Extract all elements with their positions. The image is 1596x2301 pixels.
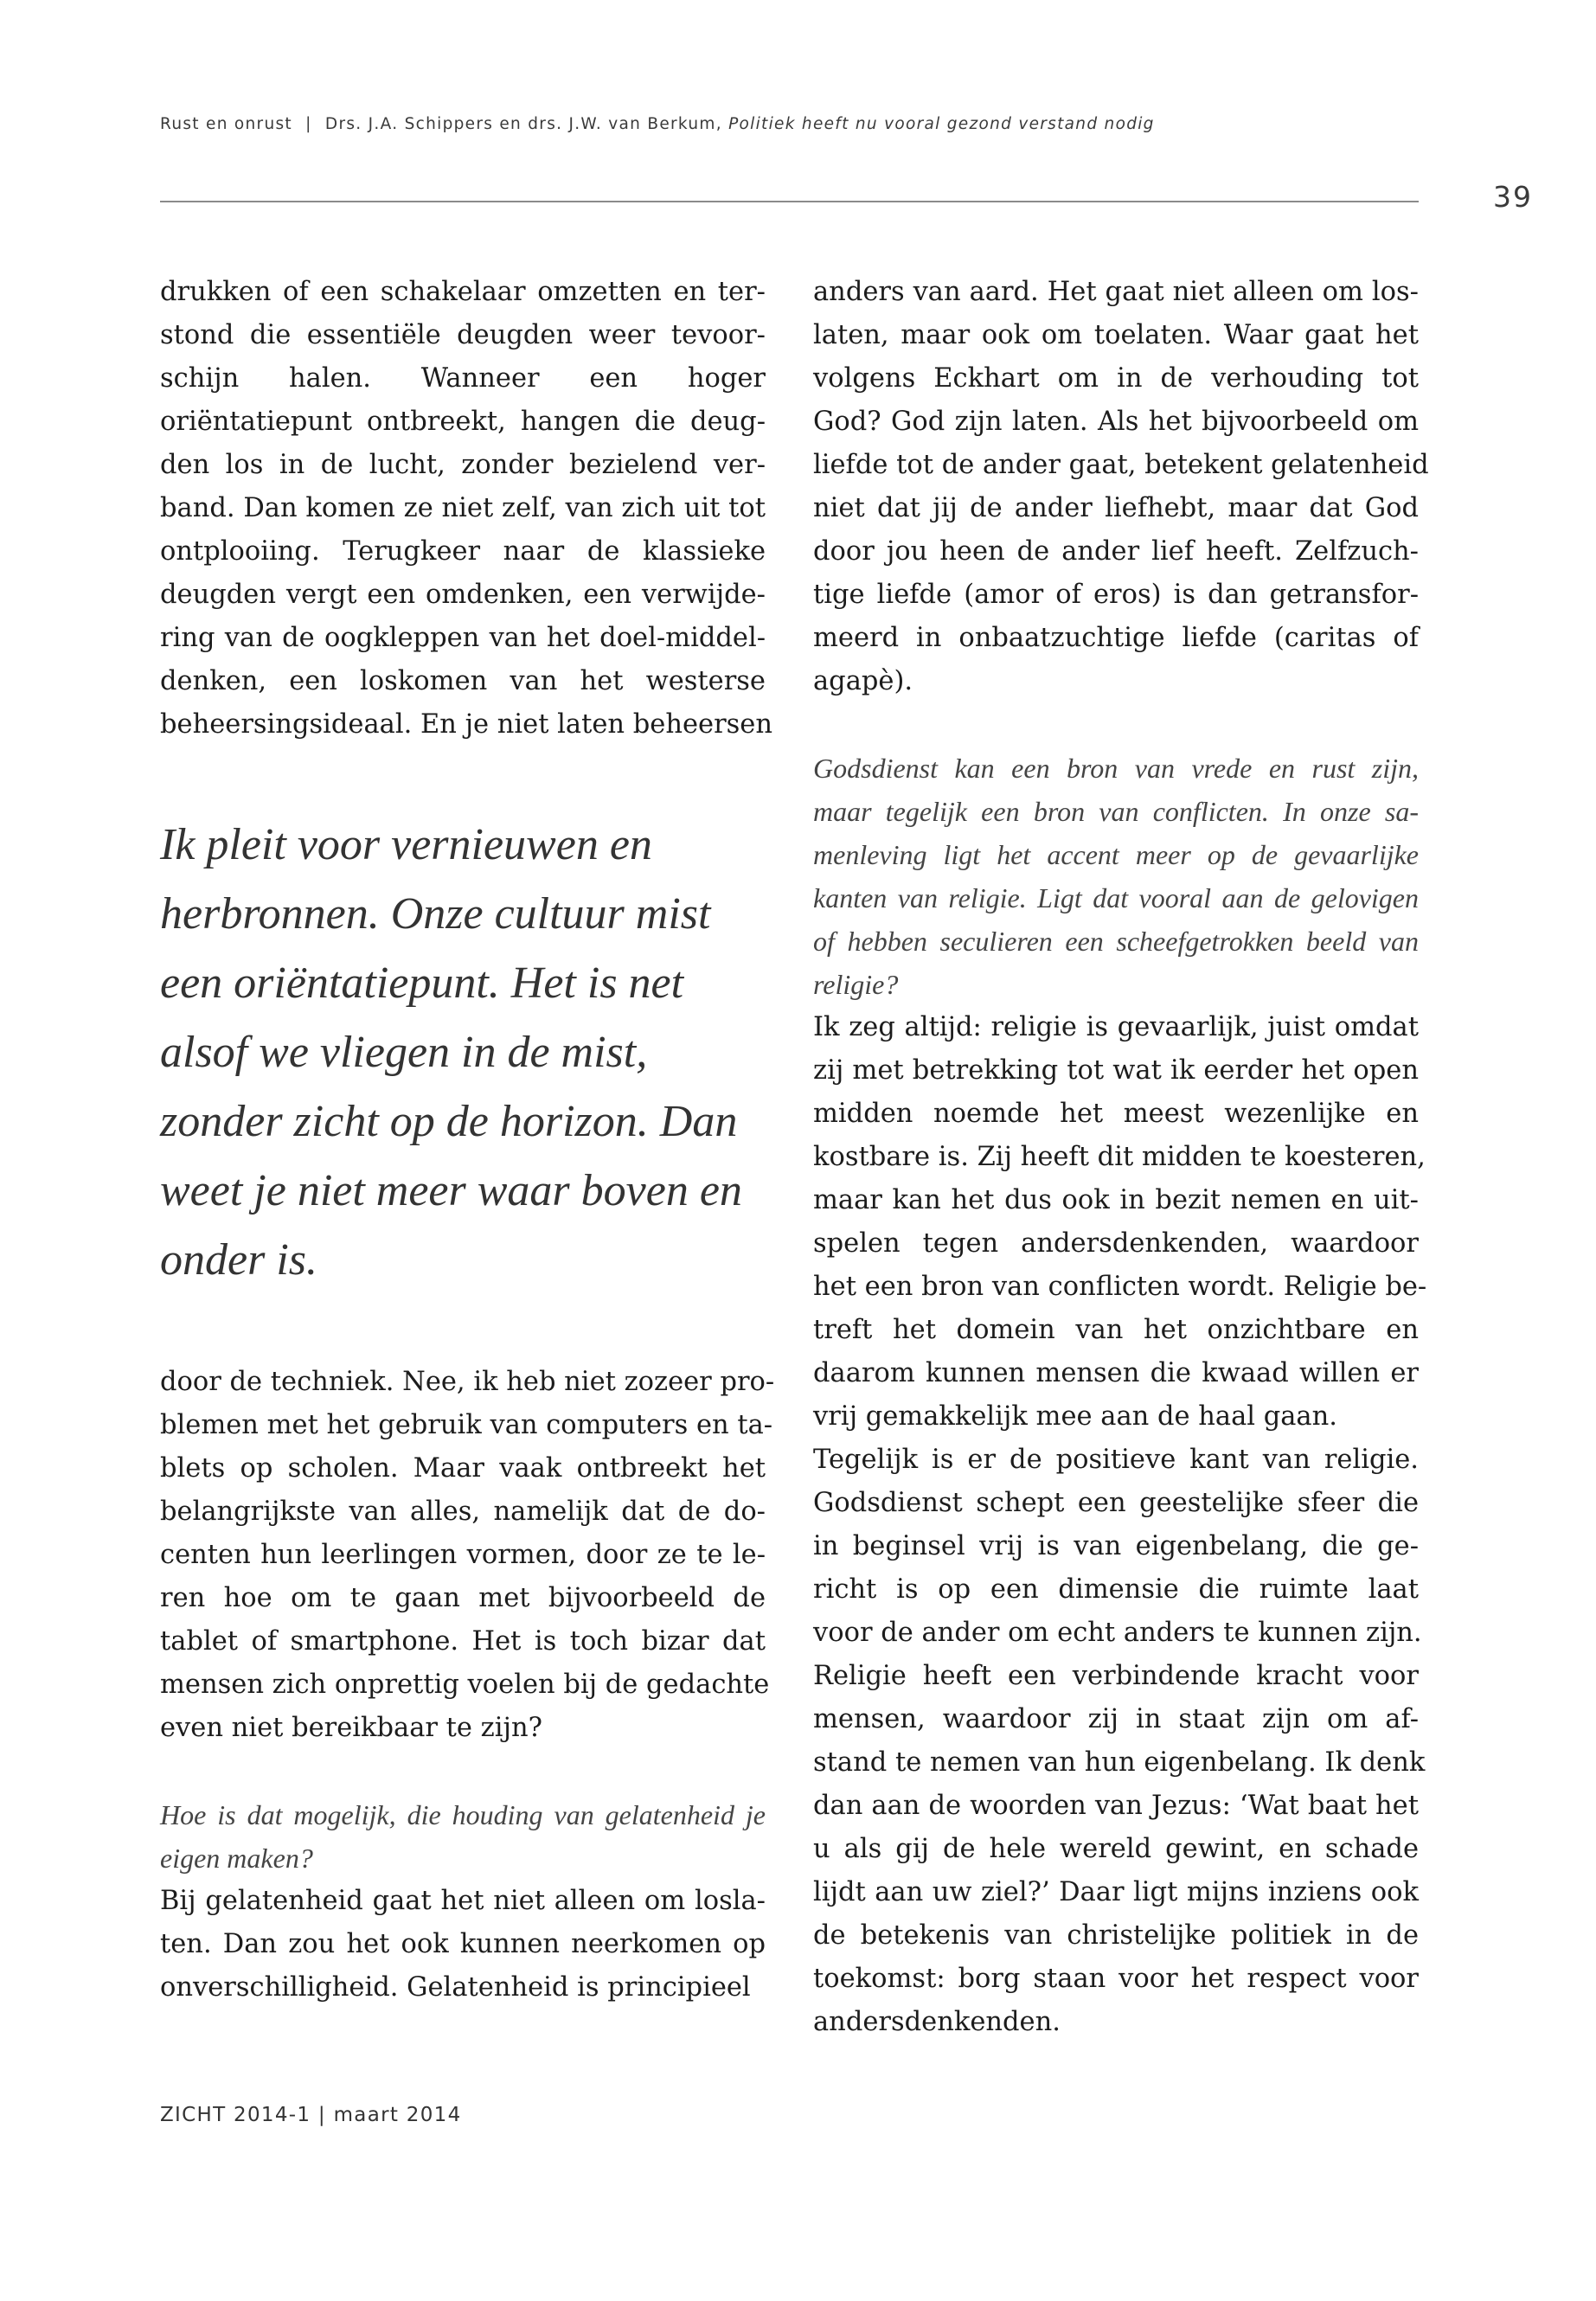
text-line: spelen tegen andersdenkenden, waardoor — [813, 1228, 1419, 1259]
text-line: agapè). — [813, 666, 913, 696]
text-line: meerd in onbaatzuchtige liefde (caritas of — [813, 623, 1419, 653]
interview-question-2 — [813, 747, 1419, 1006]
text-line: dan aan de woorden van Jezus: ‘Wat baat het — [813, 1791, 1419, 1821]
text-line: kanten van religie. Ligt dat vooral aan de gelovigen — [813, 882, 1419, 913]
text-line: tablet of smartphone. Het is toch bizar dat — [160, 1626, 766, 1657]
text-line: ten. Dan zou het ook kunnen neerkomen op — [160, 1929, 766, 1959]
text-line: midden noemde het meest wezenlijke en — [813, 1099, 1419, 1129]
text-line: even niet bereikbaar te zijn? — [160, 1713, 542, 1743]
text-line: stond die essentiële deugden weer tevoor- — [160, 320, 766, 350]
text-line: richt is op een dimensie die ruimte laat — [813, 1574, 1419, 1605]
text-line: treft het domein van het onzichtbare en — [813, 1315, 1419, 1345]
text-line: ring van de oogkleppen van het doel-middel- — [160, 623, 766, 653]
text-line: religie? — [813, 969, 899, 1000]
left-paragraph-3 — [160, 1880, 766, 2009]
text-line: schijn halen. Wanneer een hoger — [160, 363, 766, 394]
text-line: tige liefde (amor of eros) is dan getransfor- — [813, 580, 1419, 610]
text-line: volgens Eckhart om in de verhouding tot — [813, 363, 1419, 394]
text-line: alsof we vliegen in de mist, — [160, 1028, 648, 1077]
text-line: door jou heen de ander lief heeft. Zelfzuch- — [813, 536, 1419, 567]
running-head-article-title: Politiek heeft nu vooral gezond verstand nodig — [728, 115, 1155, 133]
text-line: drukken of een schakelaar omzetten en ter- — [160, 277, 766, 307]
text-line: Religie heeft een verbindende kracht voor — [813, 1661, 1419, 1691]
text-line: mensen zich onprettig voelen bij de gedachte — [160, 1670, 770, 1700]
text-line: laten, maar ook om toelaten. Waar gaat het — [813, 320, 1419, 350]
text-line: het een bron van conflicten wordt. Religie be- — [813, 1272, 1427, 1302]
text-line: oriëntatiepunt ontbreekt, hangen die deug- — [160, 407, 766, 437]
text-line: eigen maken? — [160, 1843, 313, 1874]
text-line: door de techniek. Nee, ik heb niet zozeer pro- — [160, 1367, 775, 1397]
text-line: toekomst: borg staan voor het respect voor — [813, 1964, 1419, 1994]
text-line: u als gij de hele wereld gewint, en schade — [813, 1834, 1419, 1864]
text-line: denken, een loskomen van het westerse — [160, 666, 766, 696]
text-line: ontplooiing. Terugkeer naar de klassieke — [160, 536, 766, 567]
text-line: kostbare is. Zij heeft dit midden te koesteren, — [813, 1142, 1426, 1172]
right-column — [813, 271, 1429, 2044]
text-line: deugden vergt een omdenken, een verwijde- — [160, 580, 766, 610]
text-line: Hoe is dat mogelijk, die houding van gelatenheid je — [160, 1799, 766, 1830]
text-line: vrij gemakkelijk mee aan de haal gaan. — [813, 1401, 1337, 1432]
text-line: onder is. — [160, 1235, 317, 1285]
right-paragraph-2 — [813, 1006, 1427, 1439]
text-line: of hebben seculieren een scheefgetrokken beeld van — [813, 926, 1419, 957]
text-line: herbronnen. Onze cultuur mist — [160, 889, 711, 939]
text-line: een oriëntatiepunt. Het is net — [160, 958, 684, 1008]
text-line: voor de ander om echt anders te kunnen zijn. — [813, 1618, 1422, 1648]
text-line: menleving ligt het accent meer op de gevaarlijke — [813, 839, 1419, 870]
text-line: niet dat jij de ander liefhebt, maar dat God — [813, 493, 1419, 523]
text-line: Ik pleit voor vernieuwen en — [160, 820, 652, 869]
running-head — [160, 115, 1155, 133]
right-paragraph-1 — [813, 271, 1429, 703]
footer-issue-info: ZICHT 2014-1 | maart 2014 — [160, 2104, 462, 2126]
text-line: centen hun leerlingen vormen, door ze te le- — [160, 1540, 766, 1570]
text-line: daarom kunnen mensen die kwaad willen er — [813, 1358, 1419, 1388]
text-line: stand te nemen van hun eigenbelang. Ik denk — [813, 1747, 1426, 1778]
text-line: God? God zijn laten. Als het bijvoorbeeld om — [813, 407, 1419, 437]
right-paragraph-3 — [813, 1439, 1426, 2044]
text-line: mensen, waardoor zij in staat zijn om af- — [813, 1704, 1419, 1734]
text-line: band. Dan komen ze niet zelf, van zich uit tot — [160, 493, 766, 523]
text-line: belangrijkste van alles, namelijk dat de do- — [160, 1497, 766, 1527]
text-line: maar tegelijk een bron van conflicten. In onze sa- — [813, 796, 1419, 827]
page-number: 39 — [1493, 180, 1533, 214]
text-line: onverschilligheid. Gelatenheid is principieel — [160, 1972, 751, 2003]
text-line: zonder zicht op de horizon. Dan — [160, 1097, 738, 1146]
text-line: den los in de lucht, zonder bezielend ver- — [160, 450, 766, 480]
text-line: andersdenkenden. — [813, 2007, 1061, 2037]
text-line: Ik zeg altijd: religie is gevaarlijk, juist omdat — [813, 1012, 1419, 1042]
text-line: weet je niet meer waar boven en — [160, 1166, 742, 1215]
text-line: Godsdienst kan een bron van vrede en rust zijn, — [813, 753, 1419, 784]
left-paragraph-2 — [160, 1361, 775, 1750]
text-line: maar kan het dus ook in bezit nemen en uit- — [813, 1185, 1419, 1215]
text-line: de betekenis van christelijke politiek in de — [813, 1920, 1419, 1951]
text-line: beheersingsideaal. En je niet laten beheersen — [160, 709, 772, 740]
header-rule — [160, 201, 1419, 202]
text-line: Godsdienst schept een geestelijke sfeer die — [813, 1488, 1419, 1518]
interview-question-1 — [160, 1793, 766, 1880]
left-column — [160, 271, 775, 2009]
left-paragraph-1 — [160, 271, 772, 747]
text-line: liefde tot de ander gaat, betekent gelatenheid — [813, 450, 1429, 480]
text-line: ren hoe om te gaan met bijvoorbeeld de — [160, 1583, 766, 1613]
text-line: Tegelijk is er de positieve kant van religie. — [813, 1445, 1419, 1475]
text-line: blets op scholen. Maar vaak ontbreekt het — [160, 1453, 766, 1484]
text-line: lijdt aan uw ziel?’ Daar ligt mijns inziens ook — [813, 1877, 1419, 1907]
text-line: in beginsel vrij is van eigenbelang, die ge- — [813, 1531, 1419, 1561]
text-line: zij met betrekking tot wat ik eerder het open — [813, 1055, 1419, 1086]
running-head-separator: | — [305, 115, 312, 133]
text-line: anders van aard. Het gaat niet alleen om los- — [813, 277, 1419, 307]
running-head-authors: Drs. J.A. Schippers en drs. J.W. van Berkum, — [324, 115, 722, 133]
text-line: Bij gelatenheid gaat het niet alleen om losla- — [160, 1886, 766, 1916]
text-line: blemen met het gebruik van computers en ta- — [160, 1410, 773, 1440]
pull-quote — [160, 811, 766, 1295]
running-head-section: Rust en onrust — [160, 115, 292, 133]
